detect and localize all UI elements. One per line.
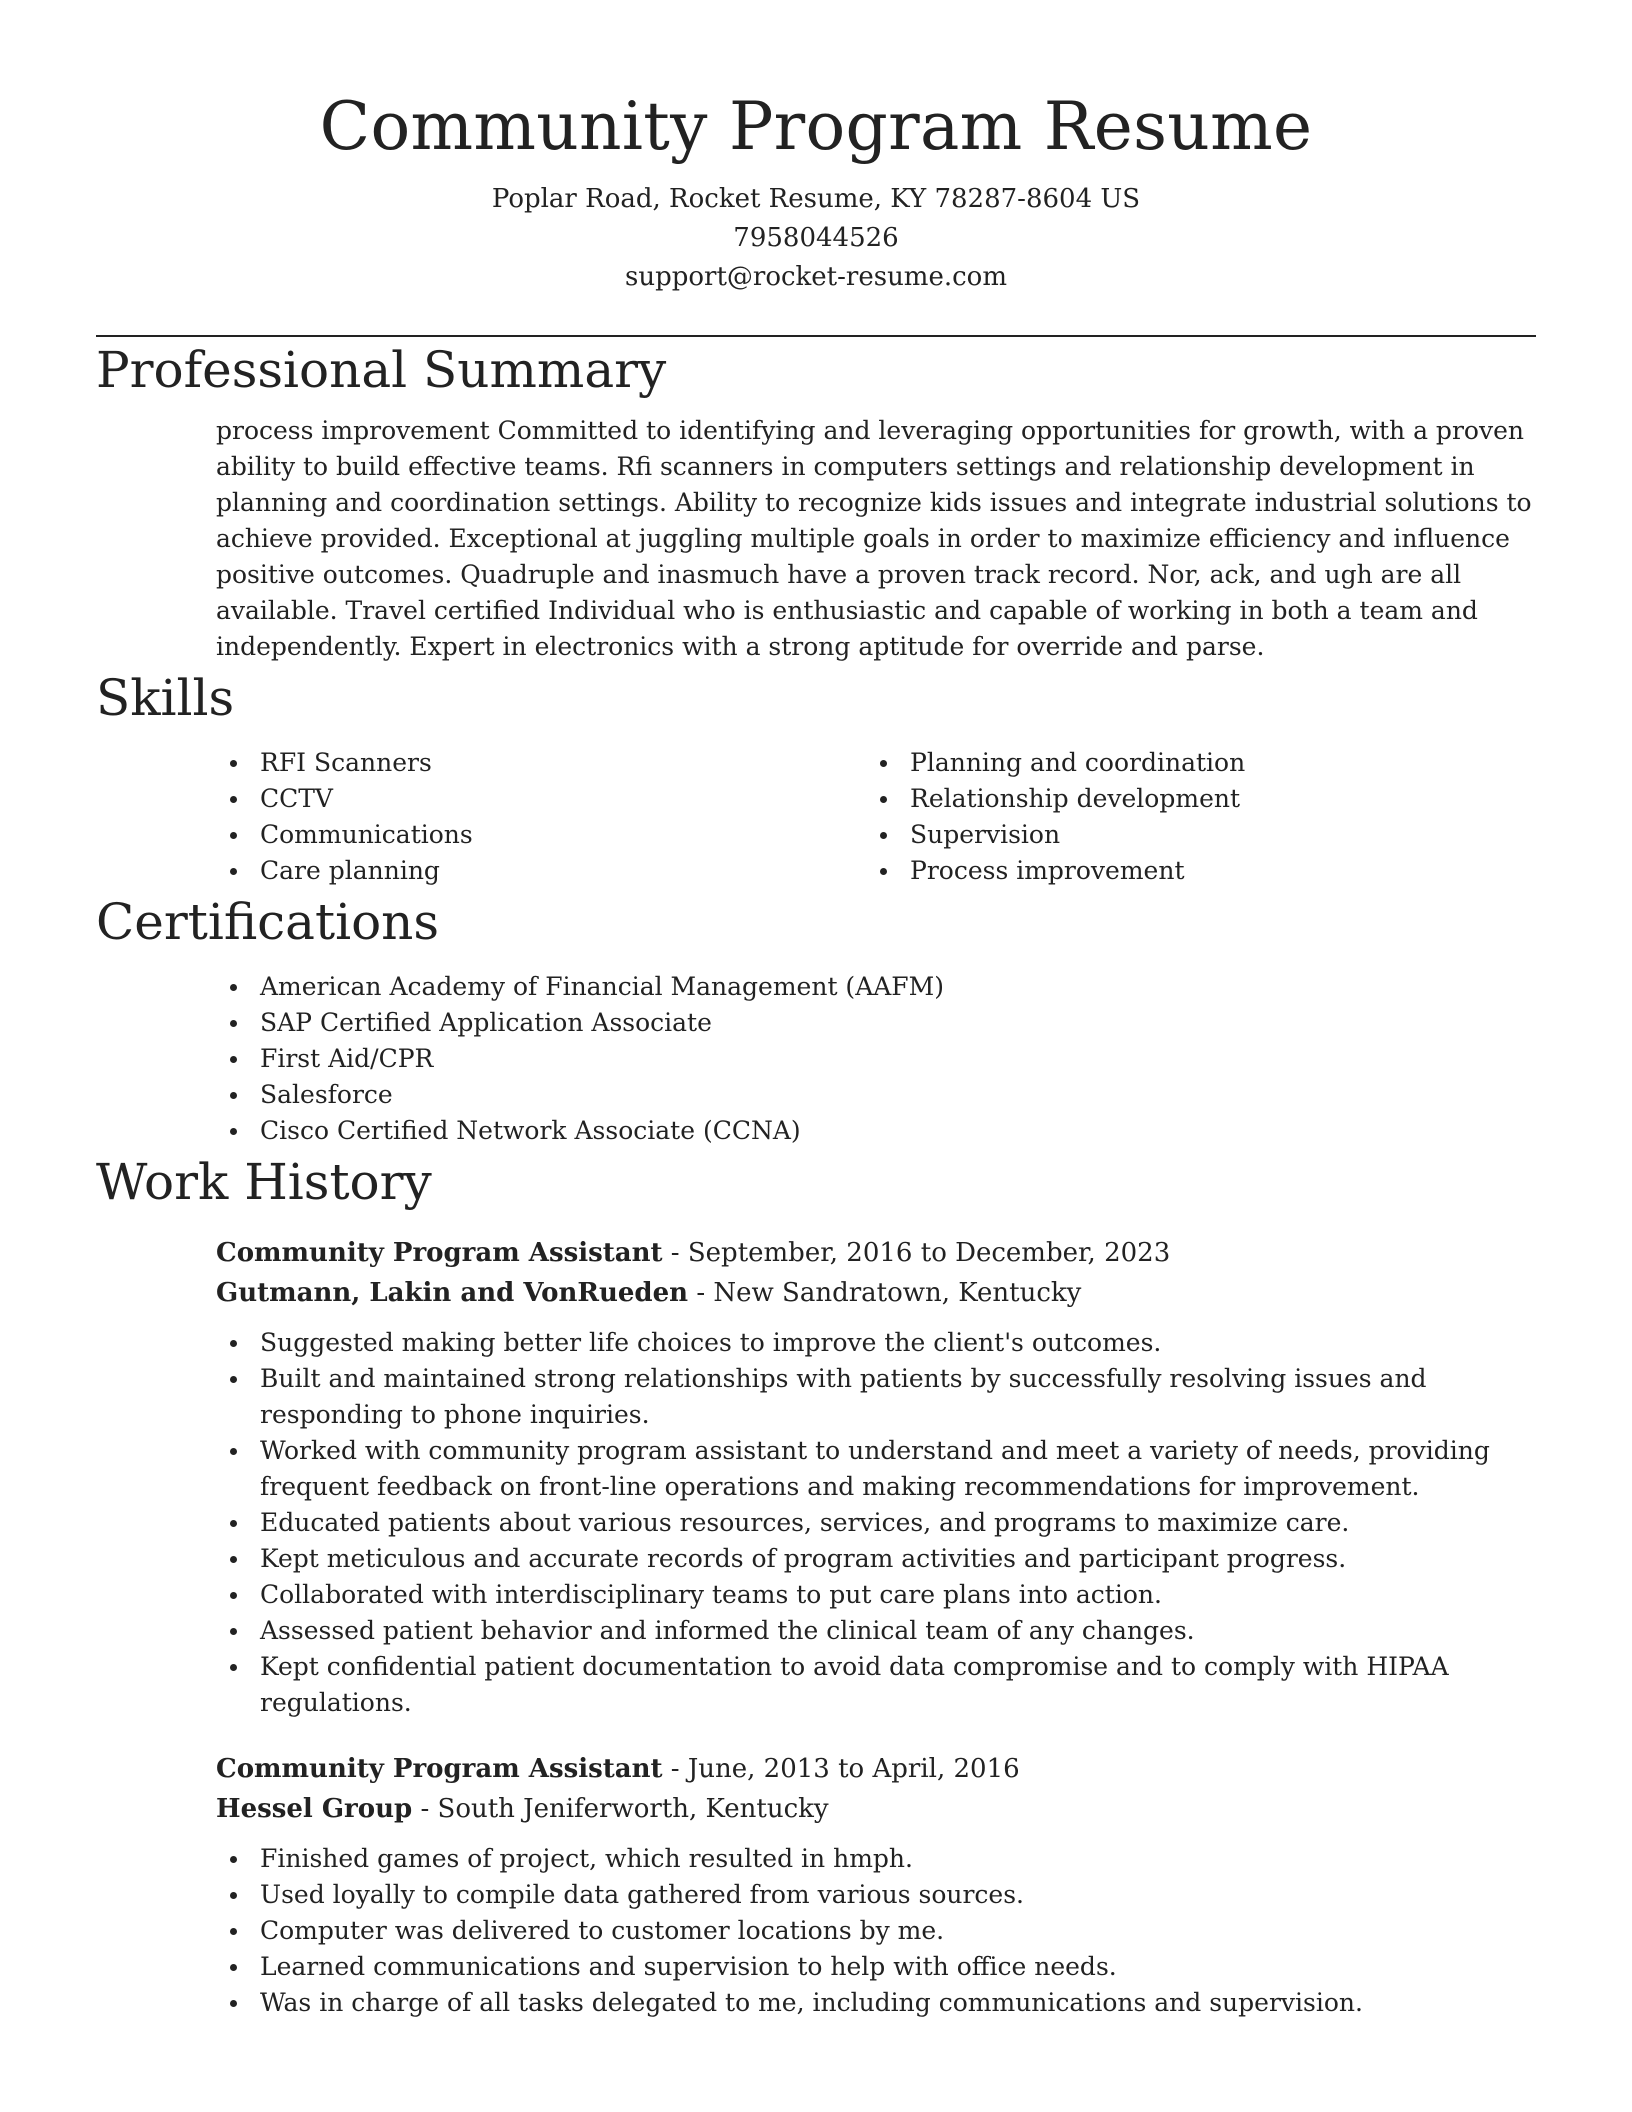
- contact-email: support@rocket-resume.com: [624, 262, 1007, 292]
- job-location: - South Jeniferworth, Kentucky: [412, 1794, 829, 1824]
- skill-item: Supervision: [866, 817, 1516, 853]
- job-bullet: Educated patients about various resources, services, and programs to maximize care.: [216, 1505, 1536, 1541]
- certification-item: SAP Certified Application Associate: [216, 1005, 1536, 1041]
- job-company: Gutmann, Lakin and VonRueden: [216, 1278, 689, 1308]
- certification-item: Cisco Certified Network Associate (CCNA): [216, 1113, 1536, 1149]
- job-dates: - June, 2013 to April, 2016: [662, 1754, 1020, 1784]
- job-title: Community Program Assistant: [216, 1754, 663, 1784]
- job-company: Hessel Group: [216, 1794, 413, 1824]
- certifications-heading: Certifications: [96, 893, 440, 951]
- contact-phone: 7958044526: [733, 223, 899, 253]
- job-bullet: Finished games of project, which resulted in hmph.: [216, 1841, 1536, 1877]
- job-bullet: Used loyally to compile data gathered from various sources.: [216, 1877, 1536, 1913]
- job-bullet: Computer was delivered to customer locations by me.: [216, 1913, 1536, 1949]
- job-company-line: [216, 1273, 1536, 1313]
- resume-header: [96, 0, 1536, 297]
- summary-text: process improvement Committed to identifying and leveraging opportunities for growth, with a proven ability to build effective teams. Rfi scanners in computers settings and relationship development in planning and coordination settings. Ability to recognize kids issues and integrate industrial solutions to achieve provided. Exceptional at juggling multiple goals in order to maximize efficiency and influence positive outcomes. Quadruple and inasmuch have a proven track record. Nor, ack, and ugh are all available. Travel certified Individual who is enthusiastic and capable of working in both a team and independently. Expert in electronics with a strong aptitude for override and parse.: [216, 416, 1532, 661]
- skill-item: Relationship development: [866, 781, 1516, 817]
- skill-item: Care planning: [216, 853, 866, 889]
- contact-block: [96, 180, 1536, 297]
- job-bullets: [216, 1841, 1536, 2021]
- job-location: - New Sandratown, Kentucky: [688, 1278, 1082, 1308]
- job-bullets: [216, 1325, 1536, 1721]
- resume-page: [96, 0, 1536, 2021]
- job-bullet: Learned communications and supervision to help with office needs.: [216, 1949, 1536, 1985]
- skill-item: Communications: [216, 817, 866, 853]
- job-title-line: [216, 1233, 1536, 1273]
- job-entry: [216, 1749, 1536, 2021]
- resume-name: Community Program Resume: [319, 88, 1313, 165]
- job-bullet: Was in charge of all tasks delegated to me, including communications and supervision.: [216, 1985, 1536, 2021]
- certification-item: First Aid/CPR: [216, 1041, 1536, 1077]
- summary-heading: Professional Summary: [96, 341, 667, 399]
- skill-item: Process improvement: [866, 853, 1516, 889]
- skills-grid: [216, 745, 1536, 889]
- job-bullet: Kept meticulous and accurate records of program activities and participant progress.: [216, 1541, 1536, 1577]
- work-history-heading: Work History: [96, 1153, 432, 1211]
- job-bullet: Collaborated with interdisciplinary teams to put care plans into action.: [216, 1577, 1536, 1613]
- skill-item: CCTV: [216, 781, 866, 817]
- job-company-line: [216, 1789, 1536, 1829]
- job-title: Community Program Assistant: [216, 1238, 663, 1268]
- job-entry: [216, 1233, 1536, 1721]
- job-bullet: Worked with community program assistant to understand and meet a variety of needs, providing frequent feedback on front-line operations and making recommendations for improvement.: [216, 1433, 1536, 1505]
- job-bullet: Built and maintained strong relationships with patients by successfully resolving issues and responding to phone inquiries.: [216, 1361, 1536, 1433]
- job-bullet: Suggested making better life choices to improve the client's outcomes.: [216, 1325, 1536, 1361]
- contact-address: Poplar Road, Rocket Resume, KY 78287-8604 US: [491, 184, 1141, 214]
- skills-column-left: [216, 745, 866, 889]
- skills-heading: Skills: [96, 669, 235, 727]
- skill-item: Planning and coordination: [866, 745, 1516, 781]
- skills-column-right: [866, 745, 1516, 889]
- job-bullet: Kept confidential patient documentation to avoid data compromise and to comply with HIPAA regulations.: [216, 1649, 1536, 1721]
- job-bullet: Assessed patient behavior and informed the clinical team of any changes.: [216, 1613, 1536, 1649]
- certifications-list: [216, 969, 1536, 1149]
- certification-item: American Academy of Financial Management (AAFM): [216, 969, 1536, 1005]
- skill-item: RFI Scanners: [216, 745, 866, 781]
- certification-item: Salesforce: [216, 1077, 1536, 1113]
- job-title-line: [216, 1749, 1536, 1789]
- job-dates: - September, 2016 to December, 2023: [662, 1238, 1171, 1268]
